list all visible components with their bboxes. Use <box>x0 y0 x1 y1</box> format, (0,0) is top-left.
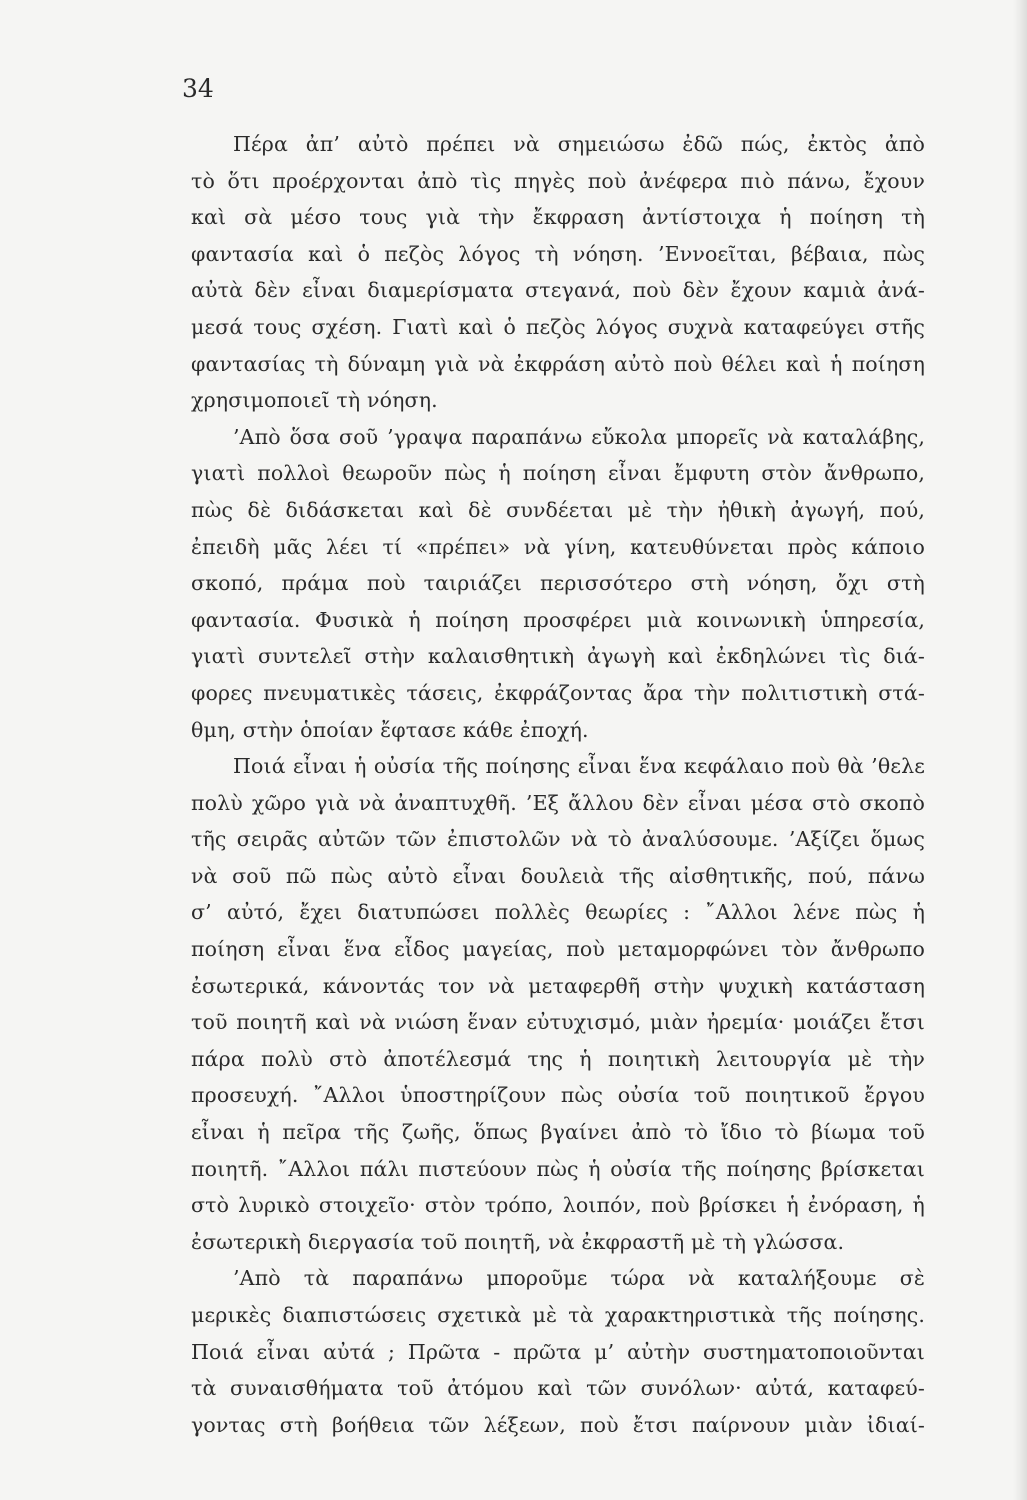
text-line: πάρα πολὺ στὸ ἀποτέλεσμά της ἡ ποιητικὴ λειτουργία μὲ τὴν <box>191 1046 925 1071</box>
text-line: προσευχή. ῎Αλλοι ὑποστηρίζουν πὼς οὐσία τοῦ ποιητικοῦ ἔργου <box>191 1083 925 1108</box>
text-line: φαντασία. Φυσικὰ ἡ ποίηση προσφέρει μιὰ κοινωνικὴ ὑπηρεσία, <box>191 607 925 632</box>
text-line: Ποιά εἶναι αὐτά ; Πρῶτα - πρῶτα μ’ αὐτὴν συστηματοποιοῦνται <box>191 1339 925 1364</box>
text-line: φαντασίας τὴ δύναμη γιὰ νὰ ἐκφράση αὐτὸ ποὺ θέλει καὶ ἡ ποίηση <box>191 351 925 376</box>
text-line: ’Απὸ ὅσα σοῦ ’γραψα παραπάνω εὔκολα μπορεῖς νὰ καταλάβης, <box>233 424 925 449</box>
text-line: τὰ συναισθήματα τοῦ ἀτόμου καὶ τῶν συνόλων· αὐτά, καταφεύ- <box>191 1376 925 1401</box>
text-line: ποίηση εἶναι ἕνα εἶδος μαγείας, ποὺ μεταμορφώνει τὸν ἄνθρωπο <box>191 937 925 962</box>
text-line: εἶναι ἡ πεῖρα τῆς ζωῆς, ὅπως βγαίνει ἀπὸ τὸ ἴδιο τὸ βίωμα τοῦ <box>191 1120 925 1145</box>
text-line: ἐπειδὴ μᾶς λέει τί «πρέπει» νὰ γίνη, κατευθύνεται πρὸς κάποιο <box>191 534 925 559</box>
text-line: καὶ σὰ μέσο τους γιὰ τὴν ἔκφραση ἀντίστοιχα ἡ ποίηση τὴ <box>191 205 925 230</box>
text-line: νὰ σοῦ πῶ πὼς αὐτὸ εἶναι δουλειὰ τῆς αἰσθητικῆς, πού, πάνω <box>191 863 925 888</box>
page-number: 34 <box>182 74 214 103</box>
text-line: γοντας στὴ βοήθεια τῶν λέξεων, ποὺ ἔτσι παίρνουν μιὰν ἰδιαί- <box>191 1412 925 1437</box>
text-line: φορες πνευματικὲς τάσεις, ἐκφράζοντας ἄρα τὴν πολιτιστικὴ στά- <box>191 680 925 705</box>
text-line: τοῦ ποιητῆ καὶ νὰ νιώση ἕναν εὐτυχισμό, μιὰν ἠρεμία· μοιάζει ἔτσι <box>191 1010 925 1035</box>
text-line: σ’ αὐτό, ἔχει διατυπώσει πολλὲς θεωρίες : ῎Αλλοι λένε πὼς ἡ <box>191 900 925 925</box>
page-edge-shadow <box>1013 0 1027 1500</box>
body-text <box>191 126 925 1443</box>
text-line: στὸ λυρικὸ στοιχεῖο· στὸν τρόπο, λοιπόν, ποὺ βρίσκει ἡ ἐνόραση, ἡ <box>191 1193 925 1218</box>
text-line: τῆς σειρᾶς αὐτῶν τῶν ἐπιστολῶν νὰ τὸ ἀναλύσουμε. ’Αξίζει ὅμως <box>191 827 925 852</box>
text-line: θμη, στὴν ὁποίαν ἔφτασε κάθε ἐποχή. <box>191 717 589 742</box>
text-line: τὸ ὅτι προέρχονται ἀπὸ τὶς πηγὲς ποὺ ἀνέφερα πιὸ πάνω, ἔχουν <box>191 168 925 193</box>
text-line: Πέρα ἀπ’ αὐτὸ πρέπει νὰ σημειώσω ἐδῶ πώς, ἐκτὸς ἀπὸ <box>233 132 925 156</box>
text-line: φαντασία καὶ ὁ πεζὸς λόγος τὴ νόηση. ’Εννοεῖται, βέβαια, πὼς <box>191 241 925 266</box>
text-line: σκοπό, πράμα ποὺ ταιριάζει περισσότερο στὴ νόηση, ὄχι στὴ <box>191 571 925 596</box>
text-line: γιατὶ πολλοὶ θεωροῦν πὼς ἡ ποίηση εἶναι ἔμφυτη στὸν ἄνθρωπο, <box>191 461 925 486</box>
text-line: ἐσωτερικὴ διεργασία τοῦ ποιητῆ, νὰ ἐκφραστῆ μὲ τὴ γλώσσα. <box>191 1229 845 1254</box>
text-line: πολὺ χῶρο γιὰ νὰ ἀναπτυχθῆ. ’Εξ ἄλλου δὲν εἶναι μέσα στὸ σκοπὸ <box>191 790 925 815</box>
text-line: γιατὶ συντελεῖ στὴν καλαισθητικὴ ἀγωγὴ καὶ ἐκδηλώνει τὶς διά- <box>191 644 925 669</box>
text-line: χρησιμοποιεῖ τὴ νόηση. <box>191 388 438 413</box>
text-line: Ποιά εἶναι ἡ οὐσία τῆς ποίησης εἶναι ἕνα κεφάλαιο ποὺ θὰ ’θελε <box>233 754 925 779</box>
text-line: μερικὲς διαπιστώσεις σχετικὰ μὲ τὰ χαρακτηριστικὰ τῆς ποίησης. <box>191 1303 925 1327</box>
text-line: ποιητῆ. ῎Αλλοι πάλι πιστεύουν πὼς ἡ οὐσία τῆς ποίησης βρίσκεται <box>191 1156 925 1181</box>
text-line: αὐτὰ δὲν εἶναι διαμερίσματα στεγανά, ποὺ δὲν ἔχουν καμιὰ ἀνά- <box>191 278 925 303</box>
text-line: ἐσωτερικά, κάνοντάς τον νὰ μεταφερθῆ στὴν ψυχικὴ κατάσταση <box>191 973 925 998</box>
text-line: μεσά τους σχέση. Γιατὶ καὶ ὁ πεζὸς λόγος συχνὰ καταφεύγει στῆς <box>191 314 925 339</box>
text-line: πὼς δὲ διδάσκεται καὶ δὲ συνδέεται μὲ τὴν ἠθικὴ ἀγωγή, πού, <box>191 497 925 522</box>
text-line: ’Απὸ τὰ παραπάνω μποροῦμε τώρα νὰ καταλήξουμε σὲ <box>233 1266 925 1291</box>
